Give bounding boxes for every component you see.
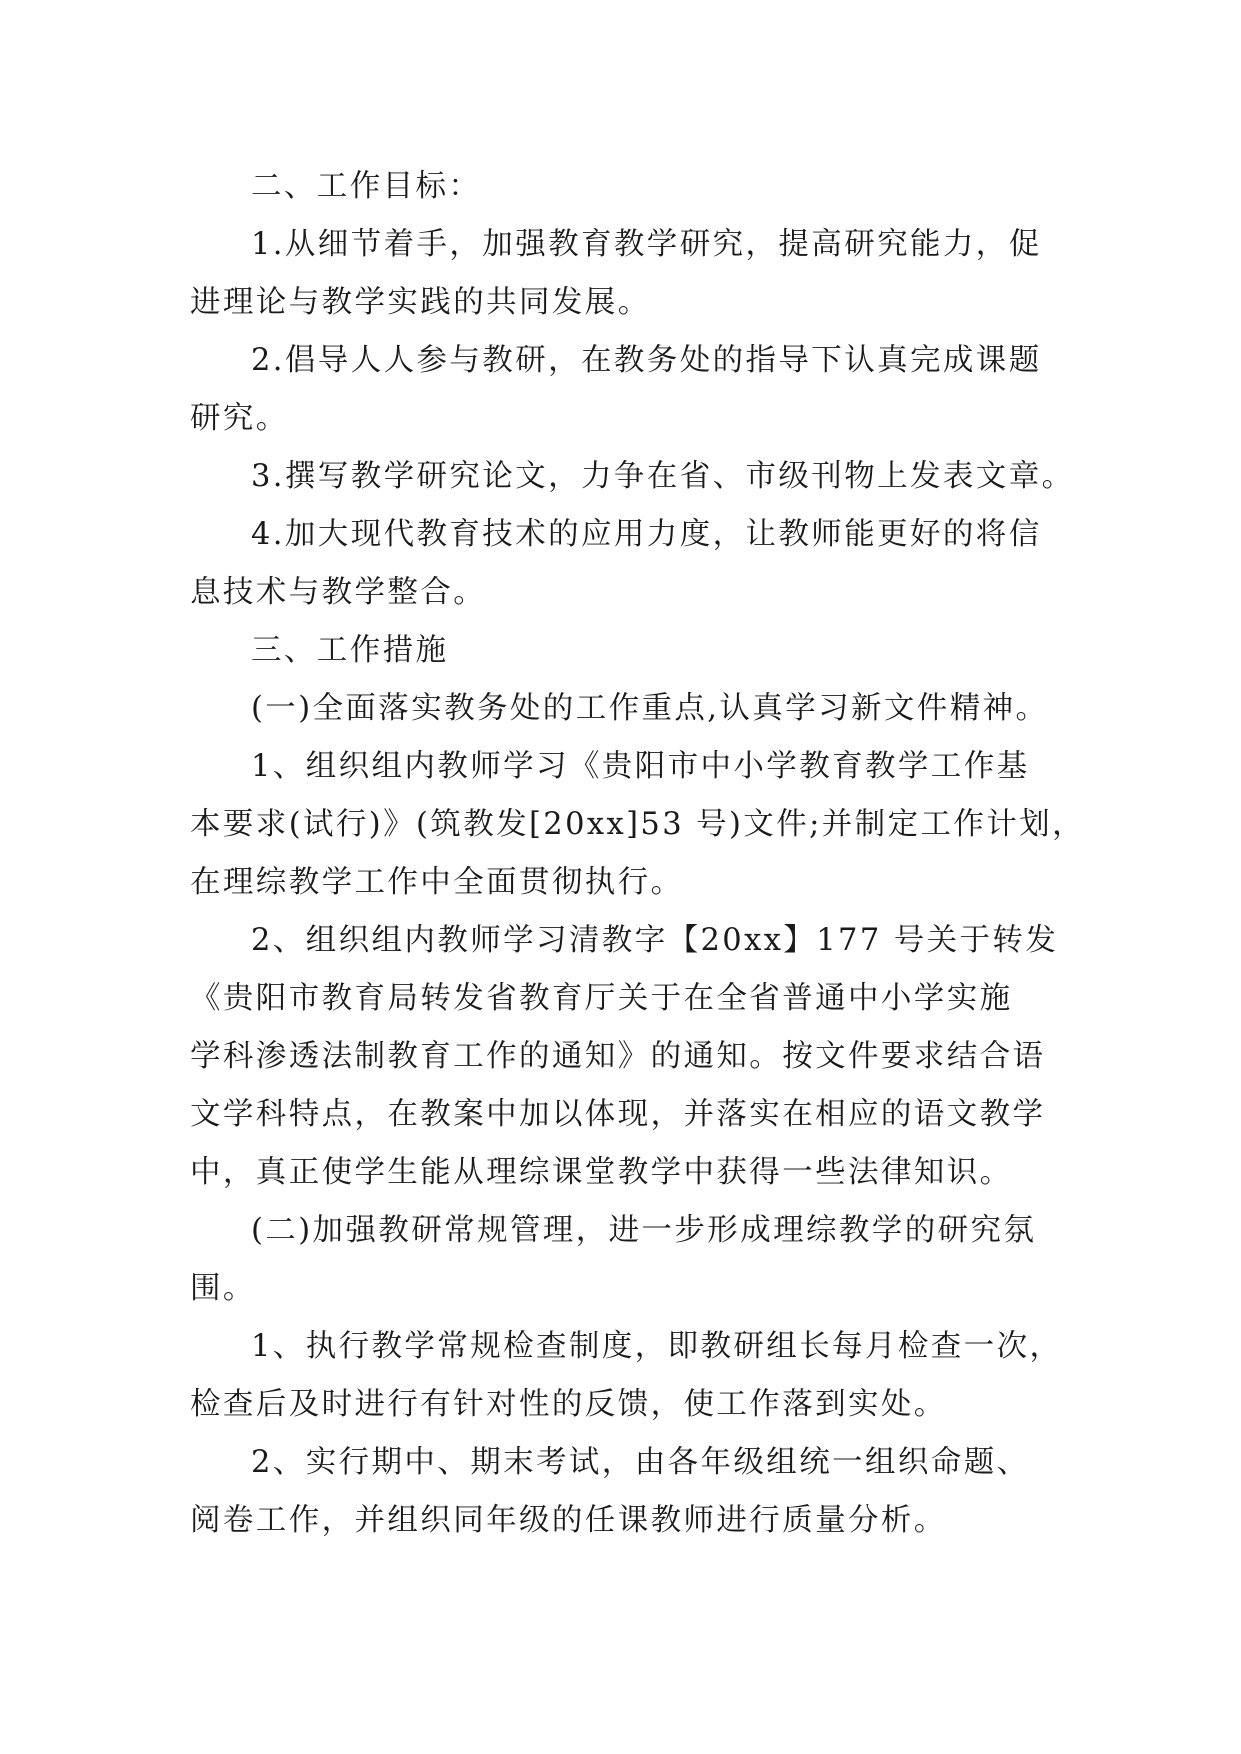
text-line: 1、执行教学常规检查制度，即教研组长每月检查一次， <box>251 1329 1063 1364</box>
subsection-heading-1 <box>190 680 1052 738</box>
text-line: 3.撰写教学研究论文，力争在省、市级刊物上发表文章。 <box>251 459 1075 494</box>
text-line: 4.加大现代教育技术的应用力度，让教师能更好的将信 <box>251 517 1042 552</box>
document-body <box>190 158 1085 1550</box>
text-line: 学科渗透法制教育工作的通知》的通知。按文件要求结合语 <box>190 1039 1046 1074</box>
text-line: 中，真正使学生能从理综课堂教学中获得一些法律知识。 <box>190 1155 1013 1190</box>
text-line: (一)全面落实教务处的工作重点,认真学习新文件精神。 <box>251 691 1049 726</box>
subsection-heading-2 <box>190 1202 1052 1318</box>
text-line: 2、组织组内教师学习清教字【20xx】177 号关于转发 <box>251 923 1059 958</box>
text-line: 2.倡导人人参与教研，在教务处的指导下认真完成课题 <box>251 343 1042 378</box>
goal-item-3 <box>190 448 1075 506</box>
text-line: 进理论与教学实践的共同发展。 <box>190 285 651 320</box>
measure-item-2-2 <box>190 1434 1052 1550</box>
measure-item-2-1 <box>190 1318 1063 1434</box>
text-line: 息技术与教学整合。 <box>190 575 487 610</box>
text-line: (二)加强教研常规管理，进一步形成理综教学的研究氛 <box>251 1213 1037 1248</box>
section-heading-measures <box>190 622 1052 680</box>
text-line: 检查后及时进行有针对性的反馈，使工作落到实处。 <box>190 1387 947 1422</box>
text-line: 本要求(试行)》(筑教发[20xx]53 号)文件;并制定工作计划， <box>190 807 1085 842</box>
section-heading-goals <box>190 158 1052 216</box>
measure-item-1-1 <box>190 738 1085 912</box>
text-line: 二、工作目标： <box>251 169 482 204</box>
goal-item-4 <box>190 506 1052 622</box>
text-line: 1.从细节着手，加强教育教学研究，提高研究能力，促 <box>251 227 1042 262</box>
text-line: 在理综教学工作中全面贯彻执行。 <box>190 865 684 900</box>
text-line: 围。 <box>190 1271 256 1306</box>
goal-item-2 <box>190 332 1052 448</box>
measure-item-1-2 <box>190 912 1059 1202</box>
text-line: 文学科特点，在教案中加以体现，并落实在相应的语文教学 <box>190 1097 1046 1132</box>
text-line: 阅卷工作，并组织同年级的任课教师进行质量分析。 <box>190 1503 947 1538</box>
text-line: 《贵阳市教育局转发省教育厅关于在全省普通中小学实施 <box>190 981 1013 1016</box>
text-line: 三、工作措施 <box>251 633 449 668</box>
goal-item-1 <box>190 216 1052 332</box>
text-line: 2、实行期中、期末考试，由各年级组统一组织命题、 <box>251 1445 1030 1480</box>
text-line: 研究。 <box>190 401 289 436</box>
text-line: 1、组织组内教师学习《贵阳市中小学教育教学工作基 <box>251 749 1030 784</box>
